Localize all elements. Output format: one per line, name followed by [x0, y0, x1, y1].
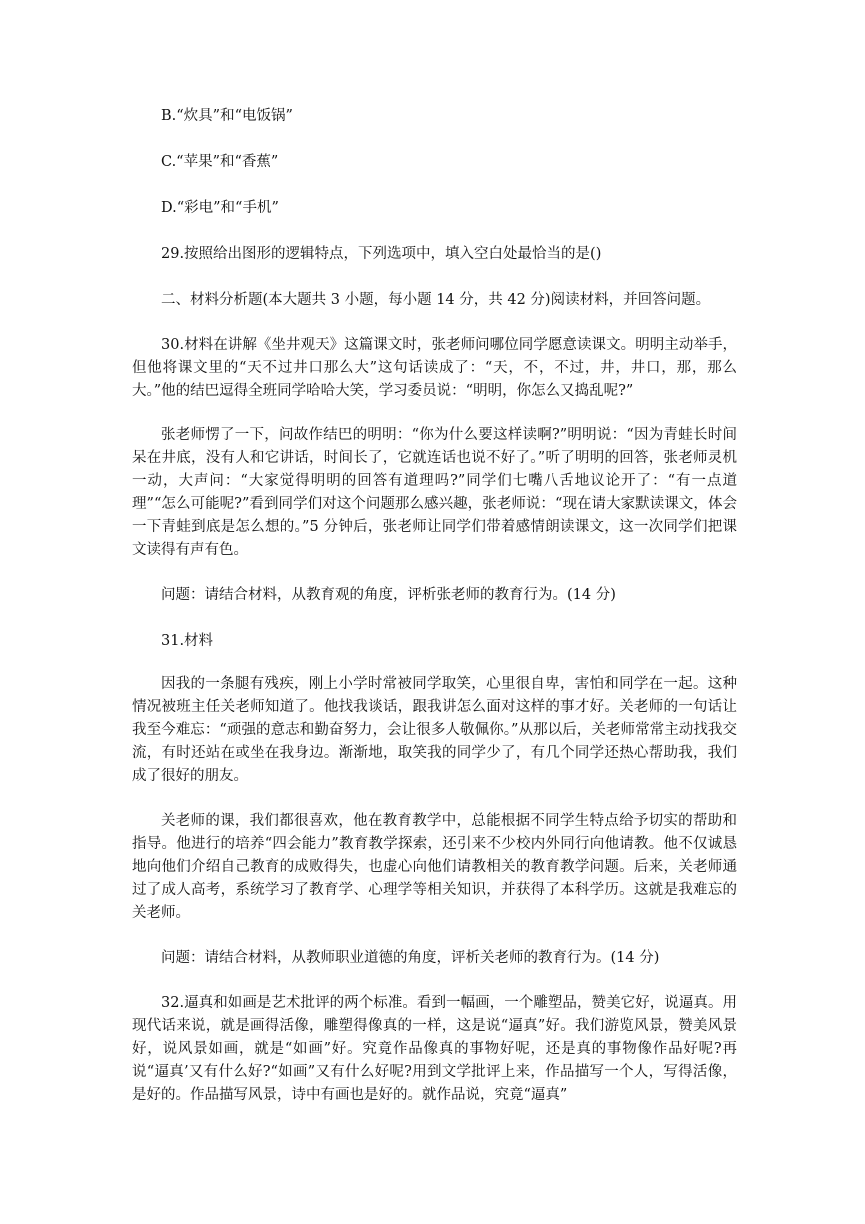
- option-b: B.“炊具”和“电饭锅”: [161, 108, 293, 124]
- q30-material-paragraph-1: 30.材料在讲解《坐井观天》这篇课文时，张老师问哪位同学愿意读课文。明明主动举手，但他将课文里的“天不过井口那么大”这句话读成了：“天，不，不过，井，井口，那，那么大。”他的结巴逗得全班同学哈哈大笑，学习委员说：“明明，你怎么又捣乱呢?”: [132, 337, 737, 399]
- section-heading: 二、材料分析题(本大题共 3 小题，每小题 14 分，共 42 分)阅读材料，并回答问题。: [161, 292, 711, 308]
- q31-material-paragraph-2: 关老师的课，我们都很喜欢，他在教育教学中，总能根据不同学生特点给予切实的帮助和指导。他进行的培养“四会能力”教育教学探索，还引来不少校内外同行向他请教。他不仅诚恳地向他们介绍自己教育的成败得失，也虚心向他们请教相关的教育教学问题。后来，关老师通过了成人高考，系统学习了教育学、心理学等相关知识，并获得了本科学历。这就是我难忘的关老师。: [132, 813, 737, 921]
- q31-title: 31.材料: [161, 633, 214, 649]
- q30-material-paragraph-2: 张老师愣了一下，问故作结巴的明明：“你为什么要这样读啊?”明明说：“因为青蛙长时间呆在井底，没有人和它讲话，时间长了，它就连话也说不好了。”听了明明的回答，张老师灵机一动，大声问：“大家觉得明明的回答有道理吗?”同学们七嘴八舌地议论开了：“有一点道理”“怎么可能呢?”看到同学们对这个问题那么感兴趣，张老师说：“现在请大家默读课文，体会一下青蛙到底是怎么想的。”5 分钟后，张老师让同学们带着感情朗读课文，这一次同学们把课文读得有声有色。: [132, 427, 737, 558]
- q30-question: 问题：请结合材料，从教育观的角度，评析张老师的教育行为。(14 分): [161, 587, 616, 603]
- q31-material-paragraph-1: 因我的一条腿有残疾，刚上小学时常被同学取笑，心里很自卑，害怕和同学在一起。这种情况被班主任关老师知道了。他找我谈话，跟我讲怎么面对这样的事才好。关老师的一句话让我至今难忘：“顽强的意志和勤奋努力，会让很多人敬佩你。”从那以后，关老师常常主动找我交流，有时还站在或坐在我身边。渐渐地，取笑我的同学少了，有几个同学还热心帮助我，我们成了很好的朋友。: [132, 676, 737, 784]
- q31-question: 问题：请结合材料，从教师职业道德的角度，评析关老师的教育行为。(14 分): [161, 950, 660, 966]
- question-29: 29.按照给出图形的逻辑特点，下列选项中，填入空白处最恰当的是(): [161, 246, 602, 262]
- q32-paragraph: 32.逼真和如画是艺术批评的两个标准。看到一幅画，一个雕塑品，赞美它好，说逼真。用现代话来说，就是画得活像，雕塑得像真的一样，这是说“逼真”好。我们游览风景，赞美风景好，说风景如画，就是“如画”好。究竟作品像真的事物好呢，还是真的事物像作品好呢?再说“逼真’又有什么好?“如画”又有什么好呢?用到文学批评上来，作品描写一个人，写得活像，是好的。作品描写风景，诗中有画也是好的。就作品说，究竟“逼真”: [132, 995, 737, 1103]
- option-d: D.“彩电”和“手机”: [161, 200, 279, 216]
- option-c: C.“苹果”和“香蕉”: [161, 154, 279, 170]
